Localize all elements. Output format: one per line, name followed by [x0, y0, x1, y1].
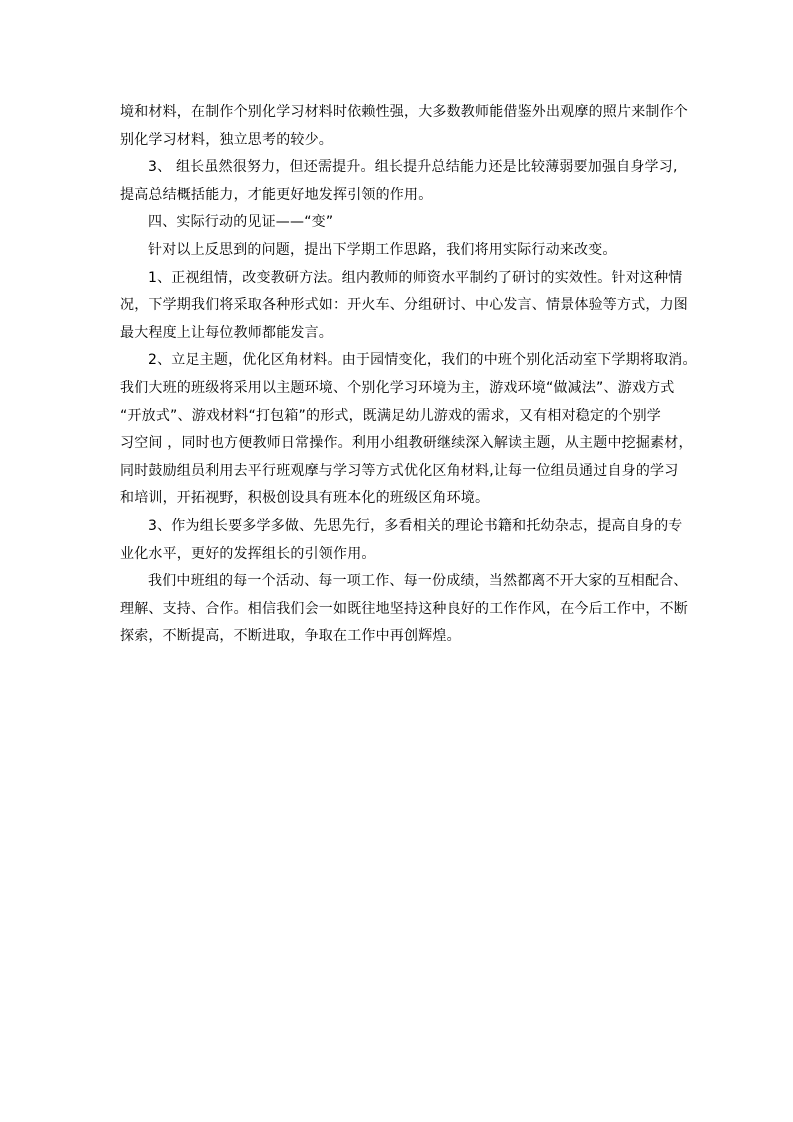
text-line: 况，下学期我们将采取各种形式如：开火车、分组研讨、中心发言、情景体验等方式，力图	[120, 297, 688, 314]
heading-text: 四、实际行动的见证——“变”	[148, 214, 334, 231]
text-line: 我们中班组的每一个活动、每一项工作、每一份成绩，当然都离不开大家的互相配合、	[148, 573, 688, 590]
text-line: 3、作为组长要多学多做、先思先行，多看相关的理论书籍和托幼杂志，提高自身的专	[148, 517, 683, 534]
text-line: 业化水平，更好的发挥组长的引领作用。	[120, 545, 376, 562]
text-line: 我们大班的班级将采用以主题环境、个别化学习环境为主，游戏环境“做减法”、游戏方式	[120, 379, 675, 396]
text-line: 最大程度上让每位教师都能发言。	[120, 324, 333, 341]
text-line: 境和材料，在制作个别化学习材料时依赖性强，大多数教师能借鉴外出观摩的照片来制作个	[120, 104, 688, 120]
text-line: 针对以上反思到的问题，提出下学期工作思路，我们将用实际行动来改变。	[148, 241, 617, 258]
section-heading	[120, 209, 675, 237]
text-line: 3、 组长虽然很努力，但还需提升。组长提升总结能力还是比较薄弱要加强自身学习,	[148, 159, 678, 176]
paragraph-5	[120, 265, 688, 348]
document-body	[120, 99, 697, 651]
text-line: 探索，不断提高，不断进取，争取在工作中再创辉煌。	[120, 628, 461, 645]
paragraph-1	[120, 99, 688, 154]
text-line: “开放式”、游戏材料“打包箱”的形式，既满足幼儿游戏的需求，又有相对稳定的个别学	[120, 407, 662, 424]
paragraph-2	[120, 154, 678, 209]
text-line: 和培训，开拓视野，积极创设具有班本化的班级区角环境。	[120, 490, 490, 507]
text-line: 提高总结概括能力，才能更好地发挥引领的作用。	[120, 186, 433, 203]
paragraph-7	[120, 513, 683, 568]
text-line: 同时鼓励组员利用去平行班观摩与学习等方式优化区角材料,让每一位组员通过自身的学习	[120, 462, 679, 479]
paragraph-4	[120, 237, 675, 265]
paragraph-8	[120, 568, 688, 651]
text-line: 习空间 ，同时也方便教师日常操作。利用小组教研继续深入解读主题，从主题中挖掘素材，	[120, 435, 693, 452]
paragraph-6	[120, 347, 697, 513]
text-line: 1、正视组情，改变教研方法。组内教师的师资水平制约了研讨的实效性。针对这种情	[148, 269, 683, 286]
text-line: 理解、支持、合作。相信我们会一如既往地坚持这种良好的工作作风，在今后工作中，不断	[120, 600, 688, 617]
text-line: 别化学习材料，独立思考的较少。	[120, 131, 333, 148]
text-line: 2、立足主题，优化区角材料。由于园情变化，我们的中班个别化活动室下学期将取消。	[148, 352, 697, 369]
